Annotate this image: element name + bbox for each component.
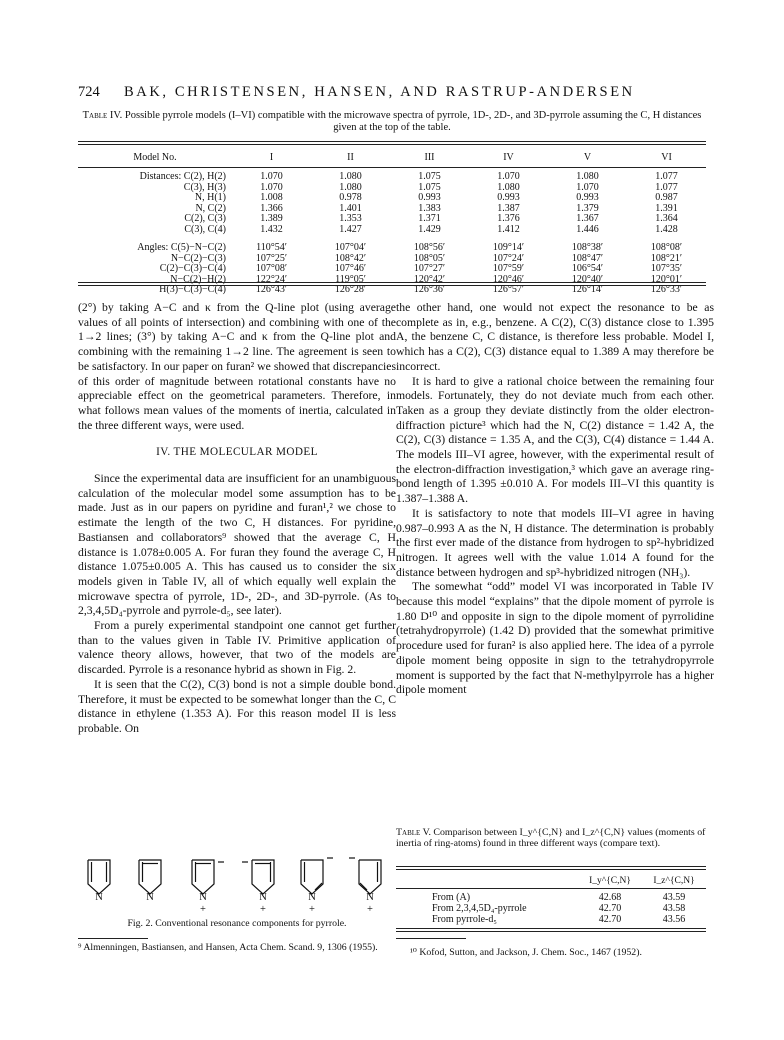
table4-caption xyxy=(78,110,706,133)
table4-cell: 108°05′ xyxy=(413,252,446,264)
table4-group-label: Distances: xyxy=(139,171,182,182)
footnote-rule xyxy=(78,938,148,939)
table5-caption xyxy=(396,827,706,850)
table4-cell: 1.077 xyxy=(655,171,678,182)
table4-row-name: H(3)−C(3)−C(4) xyxy=(159,284,226,295)
table4-row-name: C(2), H(2) xyxy=(183,171,226,182)
table4-model-header: III xyxy=(424,152,435,163)
table4-row-name: C(2), C(3) xyxy=(184,213,226,224)
table4-cell: 0.993 xyxy=(576,192,599,203)
table4-col-header: Model No. xyxy=(133,152,177,163)
table4-cell: 1.364 xyxy=(655,213,678,224)
table4-cell: 120°46′ xyxy=(492,273,525,285)
table5-cell: 43.56 xyxy=(662,914,686,925)
footnote-10: ¹⁰ Kofod, Sutton, and Jackson, J. Chem. Soc., 1467 (1952). xyxy=(410,947,642,958)
table4 xyxy=(78,151,706,296)
table4-cell: 1.353 xyxy=(339,213,362,224)
resonance-structure-5 xyxy=(301,858,333,894)
ring-nitrogen-label: N xyxy=(146,892,154,903)
table4-cell: 1.389 xyxy=(260,213,283,224)
table4-caption-text: Possible pyrrole models (I–VI) compatible with the microwave spectra of pyrrole, 1D-, 2D-, and 3D-pyrrole assuming the C, H distances given at the top of the table. xyxy=(124,110,702,133)
paragraph: From a purely experimental standpoint one cannot get further than to the values given in Table IV. Primitive application of valence theory allows, however, that two of the models are discarded. Pyrrole is a resonance hybrid as shown in Fig. 2. xyxy=(78,619,396,677)
table4-model-header: I xyxy=(269,152,274,163)
table4-row-name: C(3), C(4) xyxy=(184,223,226,235)
table4-top-rule xyxy=(78,141,706,145)
table4-cell: 1.432 xyxy=(260,223,283,235)
positive-charge-label: + xyxy=(260,904,266,915)
table4-row-name: C(5)−N−C(2) xyxy=(170,242,226,253)
table4-cell: 1.383 xyxy=(418,202,441,214)
positive-charge-label: + xyxy=(309,904,315,915)
paragraph: It is satisfactory to note that models III–VI agree in having 0.987–0.993 A as the N, H distance. The determination is probably the first ever made of the distance from hydrogen to sp²-hybridized nitrogen. It agrees well with the value 1.014 A found for the distance between hydrogen and sp³-hybridized nitrogen (NH₃). xyxy=(396,506,714,579)
table4-cell: 0.987 xyxy=(655,192,678,203)
table4-cell: 122°24′ xyxy=(255,273,288,285)
paragraph: It is seen that the C(2), C(3) bond is not a simple double bond. Therefore, it must be expected to be somewhat longer than the C, C distance in ethylene (1.353 A). For this reason model II is less probable. On xyxy=(78,677,396,735)
table4-model-header: II xyxy=(347,152,354,163)
author-line: BAK, CHRISTENSEN, HANSEN, AND RASTRUP-ANDERSEN xyxy=(124,84,635,100)
table-row xyxy=(78,225,706,236)
table5-label: Table V. xyxy=(396,827,431,838)
table-row xyxy=(396,914,706,925)
table4-cell: 126°33′ xyxy=(650,284,683,295)
table-row xyxy=(396,903,706,914)
table4-cell: 1.427 xyxy=(339,223,362,235)
section-heading: IV. THE MOLECULAR MODEL xyxy=(156,446,318,459)
table-row xyxy=(78,193,706,204)
table4-cell: 1.391 xyxy=(655,202,678,214)
table4-cell: 108°21′ xyxy=(650,252,683,264)
table5-bottom-rule xyxy=(396,928,706,932)
positive-charge-label: + xyxy=(200,904,206,915)
table4-cell: 1.008 xyxy=(260,192,283,203)
table4-bottom-rule xyxy=(78,282,706,286)
table5-caption-text: Comparison between I_y^{C,N} and I_z^{C,N} values (moments of inertia of ring-atoms) found in three different ways (compare text). xyxy=(396,827,706,850)
table4-cell: 120°42′ xyxy=(413,273,446,285)
table4-cell: 108°08′ xyxy=(650,242,683,253)
table4-cell: 1.080 xyxy=(339,181,362,193)
resonance-structure-4 xyxy=(242,860,274,894)
table4-cell: 1.367 xyxy=(576,213,599,224)
ring-nitrogen-label: N xyxy=(199,892,207,903)
ring-nitrogen-label: N xyxy=(308,892,316,903)
table4-cell: 126°57′ xyxy=(492,284,525,295)
footnote-9: ⁹ Almenningen, Bastiansen, and Hansen, Acta Chem. Scand. 9, 1306 (1955). xyxy=(78,942,378,953)
ring-nitrogen-label: N xyxy=(259,892,267,903)
ring-nitrogen-label: N xyxy=(95,892,103,903)
table4-cell: 119°05′ xyxy=(335,273,366,285)
table4-cell: 1.070 xyxy=(260,181,283,193)
table4-cell: 1.387 xyxy=(497,202,520,214)
footnote-rule xyxy=(396,938,466,939)
table4-label: Table IV. xyxy=(82,110,123,121)
running-head xyxy=(78,84,718,101)
table4-cell: 1.376 xyxy=(497,213,520,224)
table-row xyxy=(396,892,706,903)
table-row xyxy=(78,183,706,194)
table4-cell: 108°38′ xyxy=(571,242,604,253)
table4-cell: 109°14′ xyxy=(492,242,525,253)
table5-row-label: From 2,3,4,5D₄-pyrrole xyxy=(432,903,527,914)
resonance-structure-2 xyxy=(139,860,161,894)
table4-row-name: C(2)−C(3)−C(4) xyxy=(159,263,226,274)
table-row xyxy=(78,204,706,215)
table4-cell: 1.070 xyxy=(497,171,520,182)
table4-cell: 1.366 xyxy=(260,202,283,214)
table4-cell: 108°42′ xyxy=(334,252,367,264)
table5-header-row xyxy=(396,874,706,889)
table4-cell: 1.070 xyxy=(576,181,599,193)
table5-cell: 42.70 xyxy=(598,914,622,925)
table4-cell: 1.075 xyxy=(418,171,441,182)
table4-model-header: IV xyxy=(503,152,514,163)
table5-col-z: I_z^{C,N} xyxy=(653,875,695,886)
table4-cell: 107°46′ xyxy=(334,263,367,274)
resonance-structure-3 xyxy=(192,860,224,894)
table4-model-header: VI xyxy=(661,152,672,163)
paragraph: the other hand, one would not expect the resonance to be as complete as in, e.g., benzene. A C(2), C(3) distance close to 1.395 A, the benzene C, C distance, is therefore less probable. Model I, which has a C(2), C(3) distance equal to 1.389 A may therefore be incorrect. xyxy=(396,301,714,373)
paragraph: The somewhat “odd” model VI was incorporated in Table IV because this model “explains” that the dipole moment of pyrrole is 1.80 D¹⁰ and opposite in sign to the dipole moment of pyrrolidine (tetrahydropyrrole) (1.42 D) provided that the somewhat primitive procedure used for furan² is also applied here. The idea of a pyrrole dipole moment being opposite in sign to the tetrahydropyrrole moment is supported by the fact that N-methylpyrrole has a higher dipole moment xyxy=(396,580,714,697)
table4-cell: 1.080 xyxy=(497,181,520,193)
table4-cell: 107°27′ xyxy=(413,263,446,274)
table4-cell: 107°59′ xyxy=(492,263,525,274)
table4-cell: 1.379 xyxy=(576,202,599,214)
table4-cell: 1.446 xyxy=(576,223,599,235)
table5-cell: 42.68 xyxy=(598,892,622,903)
table4-model-header: V xyxy=(583,152,592,163)
resonance-structure-6 xyxy=(349,858,381,894)
table4-cell: 107°24′ xyxy=(492,252,525,264)
table4-cell: 107°04′ xyxy=(334,242,367,253)
table5-cell: 43.58 xyxy=(662,903,686,914)
table4-cell: 106°54′ xyxy=(571,263,604,274)
table5-cell: 43.59 xyxy=(662,892,686,903)
positive-charge-label: + xyxy=(367,904,373,915)
table4-row-label xyxy=(78,225,232,236)
table4-cell: 1.371 xyxy=(418,213,441,224)
table4-cell: 108°47′ xyxy=(571,252,604,264)
table4-cell: 0.993 xyxy=(418,192,441,203)
table5-col-y: I_y^{C,N} xyxy=(589,875,631,886)
table4-cell: 1.428 xyxy=(655,223,678,235)
table4-cell: 120°01′ xyxy=(650,273,683,285)
table4-cell: 108°56′ xyxy=(413,242,446,253)
table4-row-name: N−C(2)−C(3) xyxy=(170,252,226,264)
paragraph: Since the experimental data are insufficient for an unambiguous calculation of the molecular model some assumption has to be made. Just as in our papers on pyridine and furan¹,² we chose to estimate the length of the two C, H distances. For pyridine, Bastiansen and collaborators⁹ showed that the average C, H distance is 1.078±0.005 A. For furan they found the average C, H distance 1.075±0.005 A. This has caused us to consider the six models given in Table IV, all of which equally well explain the microwave spectra of pyrrole, 1D-, 2D-, and 3D-pyrrole. (As to 2,3,4,5D₄-pyrrole and pyrrole-d₅, see later). xyxy=(78,472,396,618)
figure-2 xyxy=(78,856,396,948)
table4-header-row xyxy=(78,151,706,167)
table-row xyxy=(78,214,706,225)
table4-cell: 110°54′ xyxy=(256,242,287,253)
table4-row-name: N−C(2)−H(2) xyxy=(170,273,226,285)
page-number: 724 xyxy=(78,84,100,100)
resonance-structures-drawing xyxy=(78,856,396,902)
table4-cell: 107°08′ xyxy=(255,263,288,274)
table4-cell: 1.401 xyxy=(339,202,362,214)
table4-group-label: Angles: xyxy=(137,242,169,253)
table-row xyxy=(78,285,706,296)
right-column xyxy=(396,301,714,698)
ring-nitrogen-label: N xyxy=(366,892,374,903)
table4-cell: 1.077 xyxy=(655,181,678,193)
table4-cell: 126°14′ xyxy=(571,284,604,295)
table4-row-label xyxy=(78,285,232,296)
table4-cell: 0.978 xyxy=(339,192,362,203)
table4-cell: 1.412 xyxy=(497,223,520,235)
table4-cell: 0.993 xyxy=(497,192,520,203)
figure-2-caption: Fig. 2. Conventional resonance components for pyrrole. xyxy=(127,918,347,929)
table-row xyxy=(78,172,706,183)
resonance-structure-1 xyxy=(88,860,110,894)
table4-row-name: C(3), H(3) xyxy=(183,181,226,193)
table4-cell: 1.075 xyxy=(418,181,441,193)
table4-cell: 126°28′ xyxy=(334,284,367,295)
table5-top-rule xyxy=(396,866,706,870)
table5-row-label: From (A) xyxy=(432,892,471,903)
table4-cell: 107°35′ xyxy=(650,263,683,274)
table4-cell: 1.429 xyxy=(418,223,441,235)
table4-row-name: N, H(1) xyxy=(194,192,226,203)
table5-cell: 42.70 xyxy=(598,903,622,914)
table5-row-label: From pyrrole-d₅ xyxy=(432,914,497,925)
table4-cell: 120°40′ xyxy=(571,273,604,285)
table4-cell: 107°25′ xyxy=(255,252,288,264)
table4-cell: 1.070 xyxy=(260,171,283,182)
table4-cell: 1.080 xyxy=(576,171,599,182)
table4-row-name: N, C(2) xyxy=(195,202,226,214)
table5 xyxy=(396,874,706,925)
paragraph: It is hard to give a rational choice between the remaining four models. Fortunately, they do not deviate much from each other. Taken as a group they deviate distinctly from the older electron-diffraction picture³ which had the N, C(2) distance = 1.42 A, the C(2), C(3) distance = 1.35 A, and the C(3), C(4) distance = 1.44 A. The models III–VI agree, however, with the experimental result of the electron-diffraction investigation,³ which gave an average ring-bond length of 1.395 ±0.010 A. For models III–VI this quantity is 1.387–1.388 A. xyxy=(396,374,714,506)
table4-cell: 126°43′ xyxy=(255,284,288,295)
table4-cell: 1.080 xyxy=(339,171,362,182)
paragraph: (2°) by taking A−C and κ from the Q-line plot (using average values of all points of intersection) and combining with one of the 1→2 lines; (3°) by taking A−C and κ from the Q-line plot and combining with the remaining 1→2 line. The agreement is seen to be satisfactory. In our paper on furan² we showed that discrepancies of this order of magnitude between rotational constants have no appreciable effect on the geometrical parameters. Therefore, in what follows mean values of the moments of inertia, calculated in the three different ways, were used. xyxy=(78,301,396,432)
left-column xyxy=(78,301,396,737)
table4-cell: 126°36′ xyxy=(413,284,446,295)
